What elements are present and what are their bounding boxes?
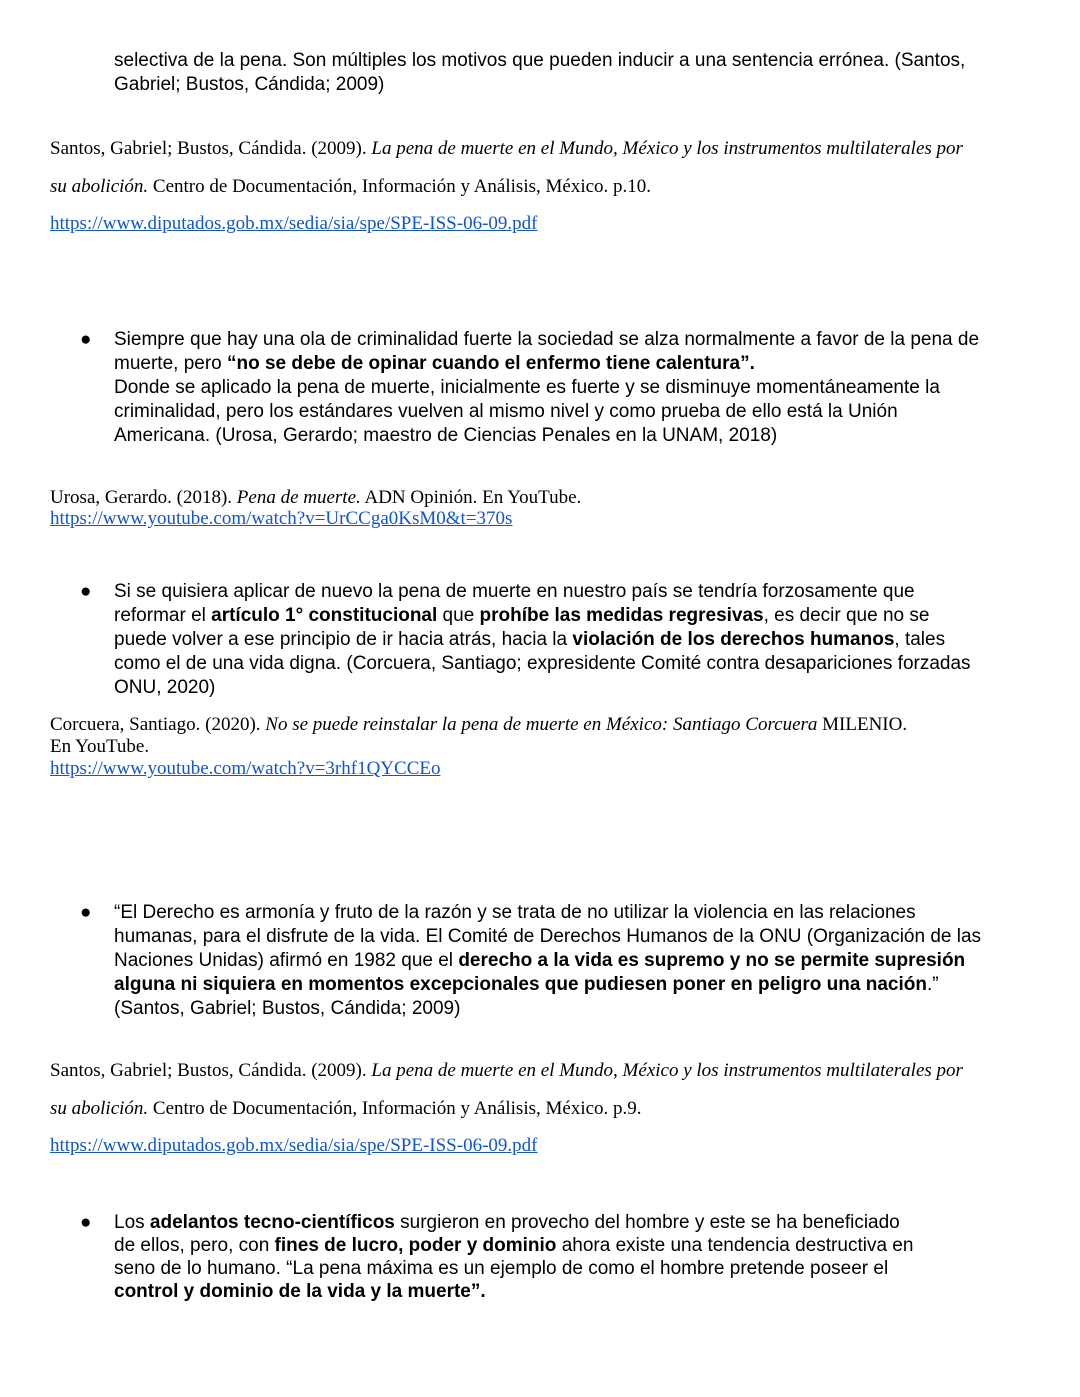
bullet-item-1: Siempre que hay una ola de criminalidad fuerte la sociedad se alza normalmente a favor de la pena de muerte, pero “no se debe de opinar cuando el enfermo tiene calentura”. Donde se aplicado la pena de muerte, inicialmente es fuerte y se disminuye momentáneamente la criminalidad, pero los estándares vuelven al mismo nivel y como prueba de ello está la Unión Americana. (Urosa, Gerardo; maestro de Ciencias Penales en la UNAM, 2018) — [114, 329, 980, 446]
reference-link[interactable]: https://www.youtube.com/watch?v=3rhf1QYCCEo — [50, 758, 441, 779]
reference-link[interactable]: https://www.youtube.com/watch?v=UrCCga0KsM0&t=370s — [50, 508, 513, 529]
bullet-icon: ● — [80, 329, 92, 350]
bullet-item-4: Los adelantos tecno-científicos surgieron en provecho del hombre y este se ha beneficiado de ellos, pero, con fines de lucro, poder y dominio ahora existe una tendencia destructiva en seno de lo humano. “La pena máxima es un ejemplo de como el hombre pretende poseer el control y dominio de la vida y la muerte”. — [114, 1212, 914, 1302]
paragraph-continuation — [114, 49, 1014, 97]
bullet-item-3: “El Derecho es armonía y fruto de la razón y se trata de no utilizar la violencia en las relaciones humanas, para el disfrute de la vida. El Comité de Derechos Humanos de la ONU (Organización de las Naciones Unidas) afirmó en 1982 que el derecho a la vida es supremo y no se permite supresión alguna ni siquiera en momentos excepcionales que pudiesen poner en peligro una nación.” (Santos, Gabriel; Bustos, Cándida; 2009) — [114, 902, 982, 1019]
reference-urosa: Urosa, Gerardo. (2018). Pena de muerte. ADN Opinión. En YouTube. — [50, 487, 582, 508]
reference-link[interactable]: https://www.diputados.gob.mx/sedia/sia/spe/SPE-ISS-06-09.pdf — [50, 1135, 538, 1156]
text-line: Gabriel; Bustos, Cándida; 2009) — [114, 74, 385, 95]
reference-santos-1: Santos, Gabriel; Bustos, Cándida. (2009). La pena de muerte en el Mundo, México y los instrumentos multilaterales por su abolición. Centro de Documentación, Información y Análisis, México. p.10. — [50, 138, 963, 197]
reference-corcuera: Corcuera, Santiago. (2020). No se puede reinstalar la pena de muerte en México: Santiago Corcuera MILENIO. En YouTube. — [50, 714, 908, 757]
text-line: selectiva de la pena. Son múltiples los motivos que pueden inducir a una sentencia errónea. (Santos, — [114, 50, 966, 71]
bullet-icon: ● — [80, 1212, 92, 1233]
reference-santos-2: Santos, Gabriel; Bustos, Cándida. (2009). La pena de muerte en el Mundo, México y los instrumentos multilaterales por su abolición. Centro de Documentación, Información y Análisis, México. p.9. — [50, 1060, 963, 1119]
bullet-icon: ● — [80, 902, 92, 923]
bullet-item-2: Si se quisiera aplicar de nuevo la pena de muerte en nuestro país se tendría forzosamente que reformar el artículo 1° constitucional que prohíbe las medidas regresivas, es decir que no se puede volver a ese principio de ir hacia atrás, hacia la violación de los derechos humanos, tales como el de una vida digna. (Corcuera, Santiago; expresidente Comité contra desapariciones forzadas ONU, 2020) — [114, 581, 971, 698]
reference-link[interactable]: https://www.diputados.gob.mx/sedia/sia/spe/SPE-ISS-06-09.pdf — [50, 213, 538, 234]
bullet-icon: ● — [80, 581, 92, 602]
